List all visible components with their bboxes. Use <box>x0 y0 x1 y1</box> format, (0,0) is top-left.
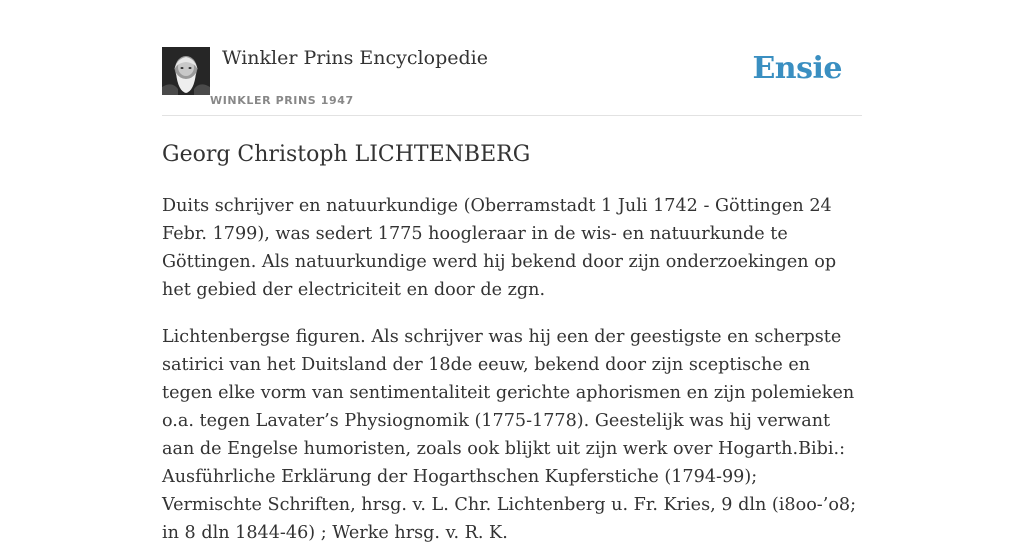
article-title: Georg Christoph LICHTENBERG <box>162 142 531 167</box>
site-name-link[interactable]: Winkler Prins Encyclopedie <box>222 47 488 69</box>
bearded-man-portrait-icon <box>162 47 210 95</box>
edition-label[interactable]: WINKLER PRINS 1947 <box>210 94 354 107</box>
article-paragraph: Lichtenbergse figuren. Als schrijver was hij een der geestigste en scherpste satirici van het Duitsland der 18de eeuw, bekend door zijn sceptische en tegen elke vorm van sentimentaliteit gerichte aphorismen en zijn polemieken o.a. tegen Lavater’s Physiognomik (1775-1778). Geestelijk was hij verwant aan de Engelse humoristen, zoals ook blijkt uit zijn werk over Hogarth.Bibi.: Ausführliche Erklärung der Hogarthschen Kupferstiche (1794-99); Vermischte Schriften, hrsg. v. L. Chr. Lichtenberg u. Fr. Kries, 9 dln (i8oo-’o8; in 8 dln 1844-46) ; Werke hrsg. v. R. K. <box>162 327 857 543</box>
avatar[interactable] <box>162 47 210 95</box>
site-header <box>162 0 862 116</box>
ensie-logo-link[interactable]: Ensie <box>752 51 842 86</box>
article-paragraph: Duits schrijver en natuurkundige (Oberramstadt 1 Juli 1742 - Göttingen 24 Febr. 1799), was sedert 1775 hoogleraar in de wis- en natuurkunde te Göttingen. Als natuurkundige werd hij bekend door zijn onderzoekingen op het gebied der electriciteit en door de zgn. <box>162 196 837 300</box>
page <box>162 0 862 543</box>
